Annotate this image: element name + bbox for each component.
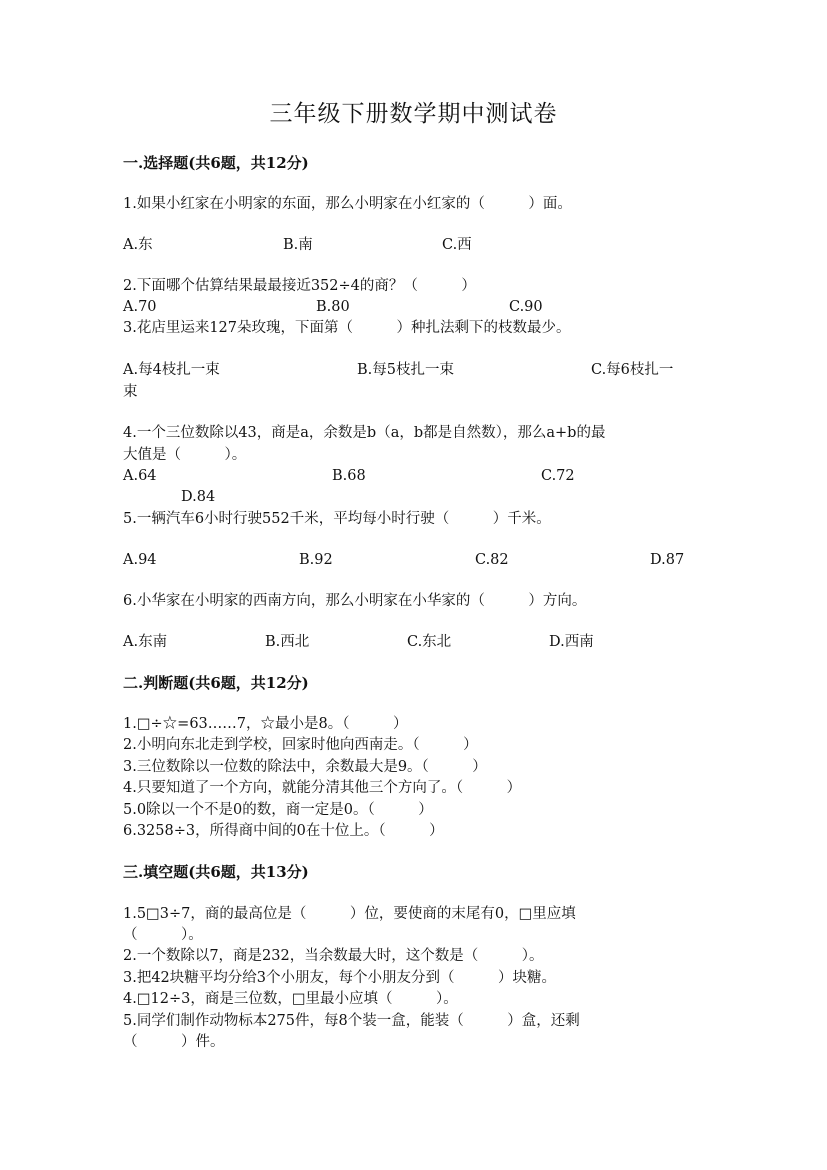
question-stem-wrap: 大值是（ ）。: [123, 447, 247, 463]
fill-item-wrap: （ ）。: [123, 927, 203, 943]
fill-item-wrap: （ ）件。: [123, 1034, 225, 1050]
judgment-item: 5.0除以一个不是0的数，商一定是0。（ ）: [123, 802, 433, 818]
question-stem: 4.一个三位数除以43，商是a，余数是b（a，b都是自然数），那么a+b的最: [123, 425, 606, 441]
fill-item: 1.5□3÷7，商的最高位是（ ）位，要使商的末尾有0，□里应填: [123, 906, 576, 922]
section-heading-fill: 三.填空题(共6题，共13分): [123, 863, 309, 881]
option-a: A.70: [123, 299, 157, 315]
option-c: C.西: [442, 237, 472, 253]
section-heading-judgment: 二.判断题(共6题，共12分): [123, 674, 309, 692]
option-d: D.84: [181, 489, 216, 505]
judgment-item: 1.□÷☆=63……7，☆最小是8。（ ）: [123, 716, 408, 732]
option-b: B.80: [316, 299, 350, 315]
option-a: A.每4枝扎一束: [123, 362, 220, 378]
option-c: C.72: [541, 468, 575, 484]
option-d: D.87: [650, 552, 685, 568]
fill-item: 5.同学们制作动物标本275件，每8个装一盒，能装（ ）盒，还剩: [123, 1013, 580, 1029]
question-stem: 5.一辆汽车6小时行驶552千米，平均每小时行驶（ ）千米。: [123, 511, 551, 527]
option-c: C.东北: [407, 634, 452, 650]
option-d: D.西南: [549, 634, 594, 650]
option-c-wrap: 束: [123, 384, 138, 400]
question-stem: 3.花店里运来127朵玫瑰，下面第（ ）种扎法剩下的枝数最少。: [123, 320, 571, 336]
judgment-item: 2.小明向东北走到学校，回家时他向西南走。（ ）: [123, 737, 478, 753]
option-b: B.68: [332, 468, 366, 484]
fill-item: 3.把42块糖平均分给3个小朋友，每个小朋友分到（ ）块糖。: [123, 970, 557, 986]
option-c: C.90: [509, 299, 543, 315]
option-b: B.每5枝扎一束: [357, 362, 454, 378]
option-b: B.南: [283, 237, 313, 253]
question-stem: 1.如果小红家在小明家的东面，那么小明家在小红家的（ ）面。: [123, 196, 572, 212]
question-stem: 6.小华家在小明家的西南方向，那么小明家在小华家的（ ）方向。: [123, 593, 587, 609]
page-title: 三年级下册数学期中测试卷: [269, 101, 558, 127]
fill-item: 4.□12÷3，商是三位数，□里最小应填（ ）。: [123, 991, 458, 1007]
fill-item: 2.一个数除以7，商是232，当余数最大时，这个数是（ ）。: [123, 948, 544, 964]
judgment-item: 4.只要知道了一个方向，就能分清其他三个方向了。（ ）: [123, 780, 522, 796]
option-c: C.82: [475, 552, 509, 568]
judgment-item: 6.3258÷3，所得商中间的0在十位上。（ ）: [123, 823, 444, 839]
question-stem: 2.下面哪个估算结果最最接近352÷4的商？（ ）: [123, 278, 476, 294]
option-a: A.94: [123, 552, 157, 568]
option-a: A.东南: [123, 634, 168, 650]
option-b: B.西北: [265, 634, 310, 650]
section-heading-choice: 一.选择题(共6题，共12分): [123, 154, 309, 172]
option-c: C.每6枝扎一: [591, 362, 674, 378]
option-b: B.92: [299, 552, 333, 568]
judgment-item: 3.三位数除以一位数的除法中，余数最大是9。（ ）: [123, 759, 487, 775]
option-a: A.64: [123, 468, 157, 484]
option-a: A.东: [123, 237, 153, 253]
